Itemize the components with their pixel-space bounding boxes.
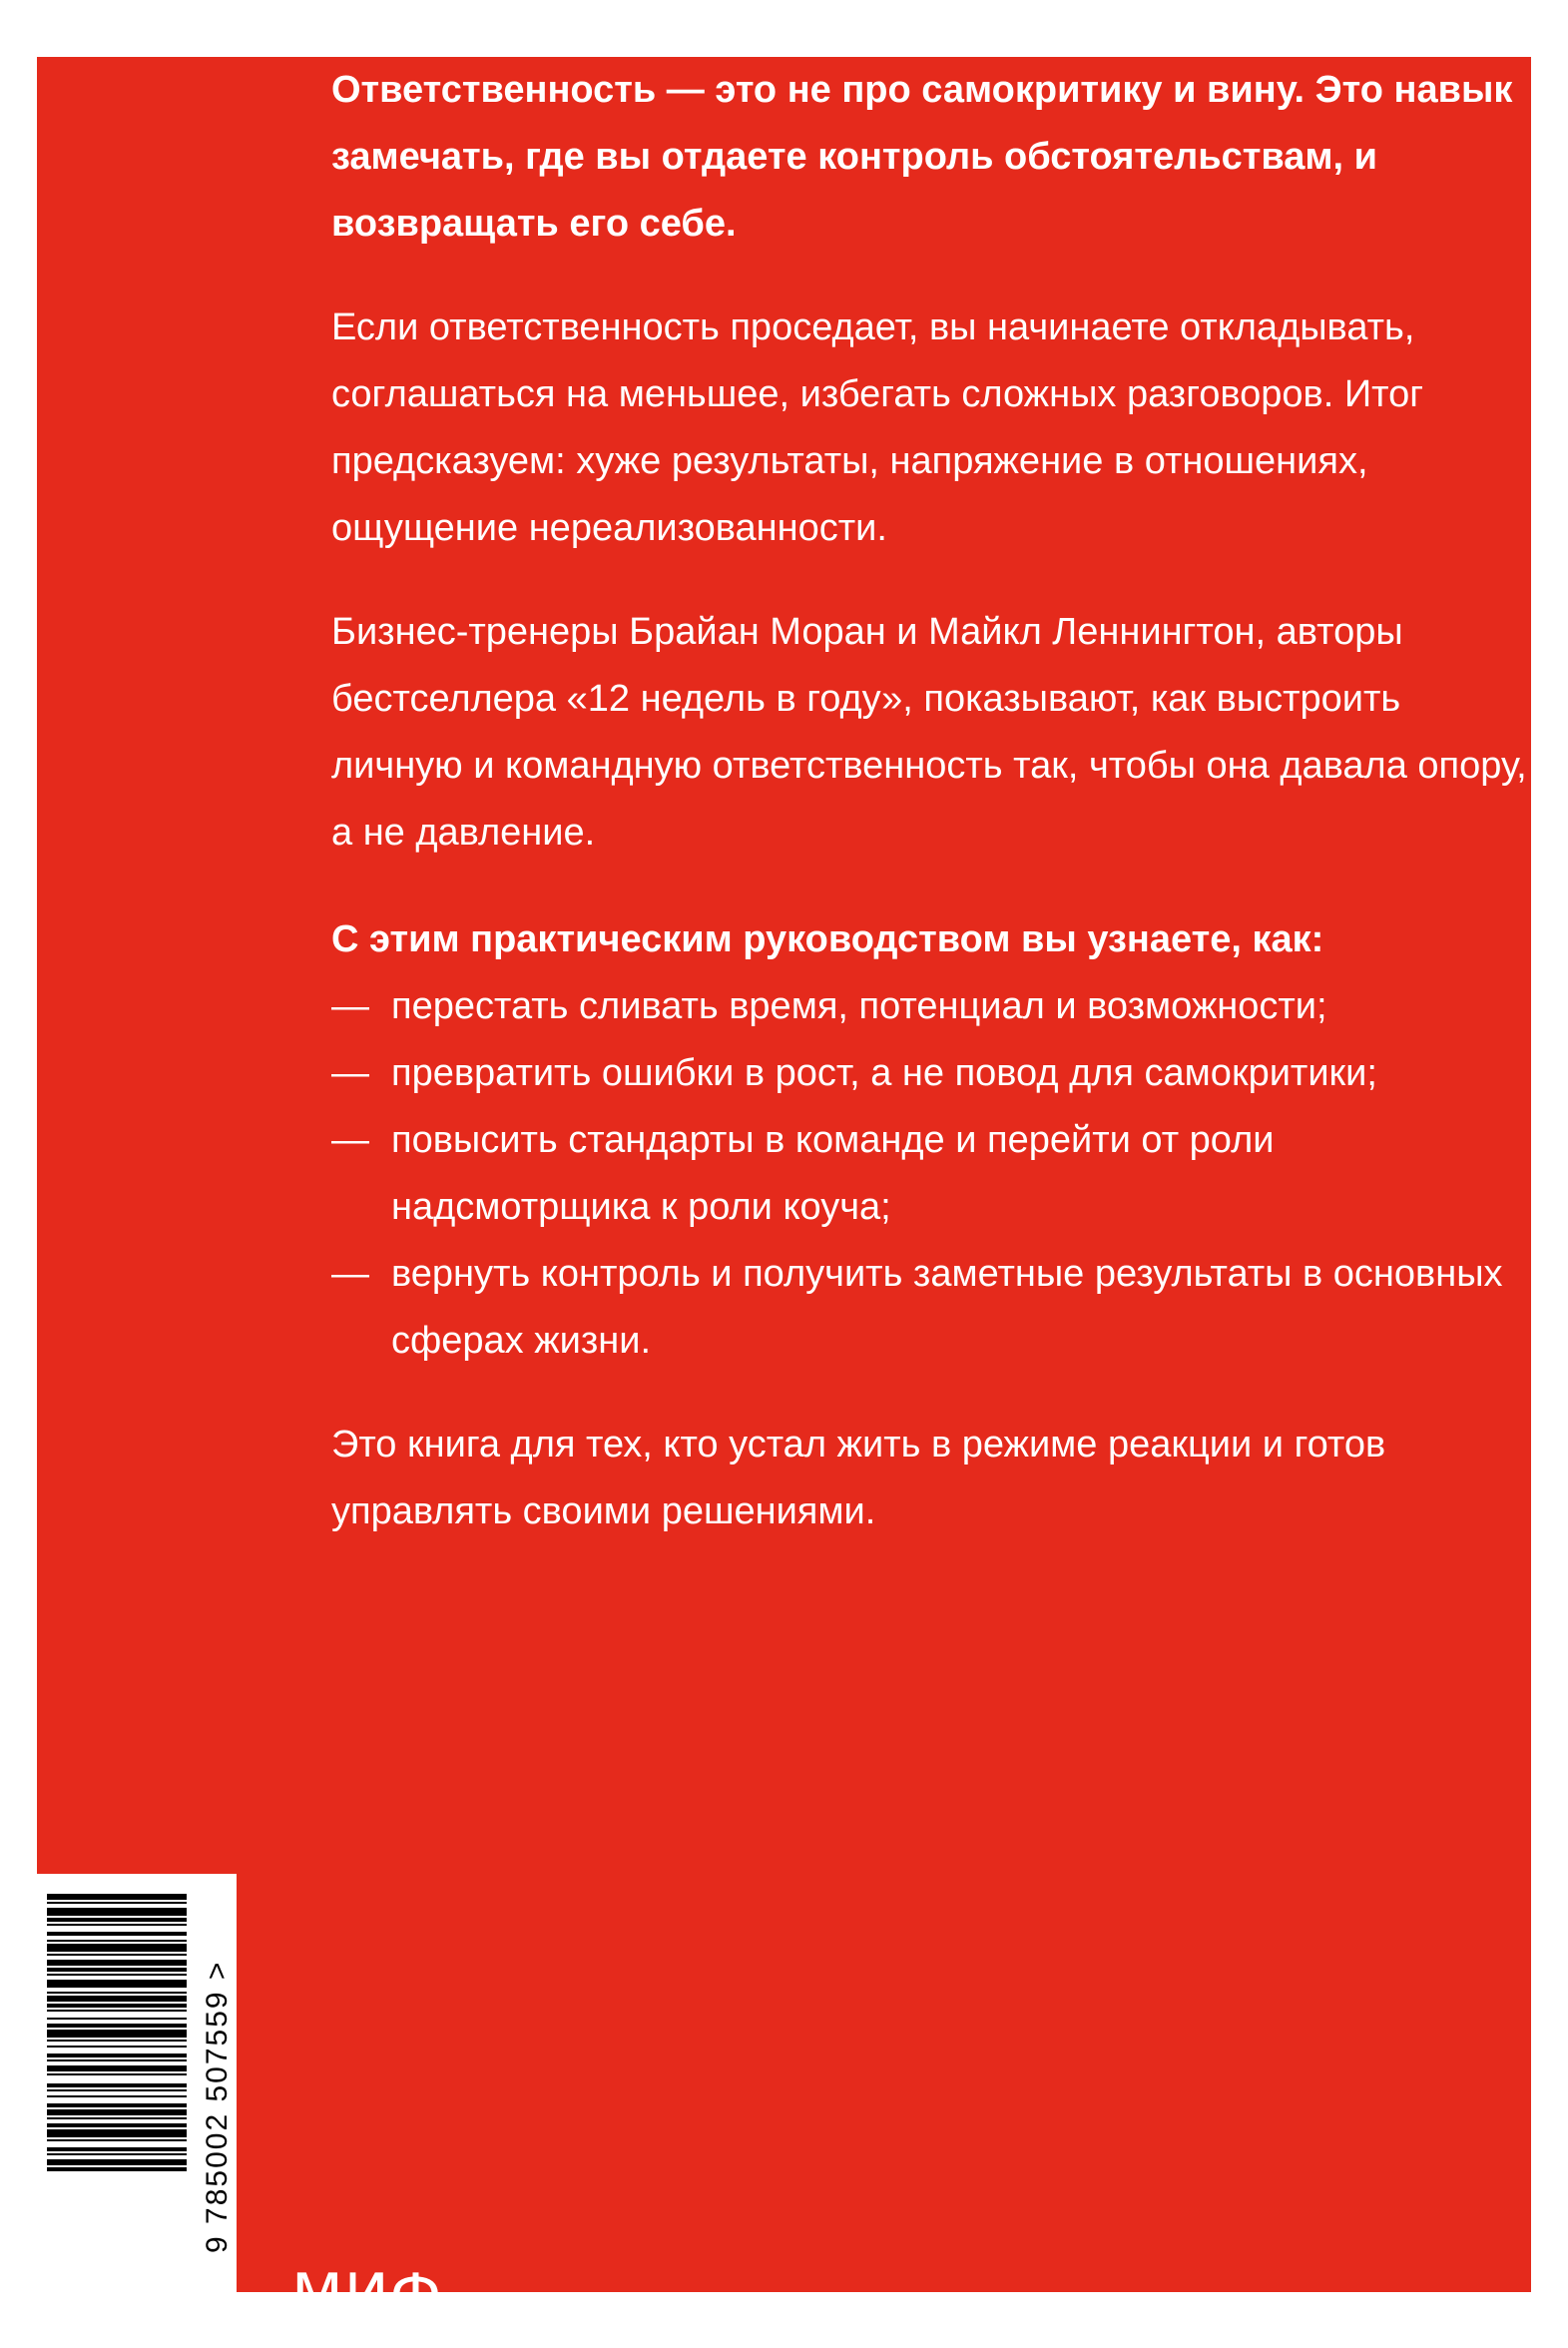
list-item-text: вернуть контроль и получить заметные результаты в основных сферах жизни. xyxy=(391,1253,1503,1362)
description-paragraph-2: Бизнес-тренеры Брайан Моран и Майкл Леннингтон, авторы бестселлера «12 недель в году», показывают, как выстроить личную и командную ответственность так, чтобы она давала опору, а не давление. xyxy=(331,611,1527,854)
list-item xyxy=(331,1241,1531,1375)
barcode-bar xyxy=(47,1908,187,1916)
barcode-bar xyxy=(47,1968,187,1972)
barcode-bar xyxy=(47,1902,187,1904)
list-dash: — xyxy=(331,985,369,1027)
barcode-bar xyxy=(47,2129,187,2137)
barcode-bar xyxy=(47,2010,187,2012)
barcode-bar xyxy=(47,2046,187,2048)
barcode-graphic xyxy=(37,1874,237,2292)
barcode-bar xyxy=(47,2030,187,2038)
barcode-bar xyxy=(47,1980,187,1988)
barcode-bar xyxy=(47,1996,187,2002)
barcode-bar xyxy=(47,2018,187,2020)
barcode-bar xyxy=(47,1992,187,1994)
barcode-bar xyxy=(47,1918,187,1922)
list-dash: — xyxy=(331,1119,369,1161)
book-back-cover xyxy=(37,57,1531,2331)
barcode-bar xyxy=(47,1944,187,1952)
barcode-bar xyxy=(47,2109,187,2115)
description-paragraph-1: Если ответственность проседает, вы начинаете откладывать, соглашаться на меньшее, избегать сложных разговоров. Итог предсказуем: хуже результаты, напряжение в отношениях, ощущение нереализованности. xyxy=(331,306,1424,549)
barcode-bar xyxy=(47,2147,187,2151)
barcode-bar xyxy=(47,2167,187,2171)
benefits-list xyxy=(331,973,1531,1375)
barcode-bar xyxy=(47,2065,187,2071)
barcode-bar xyxy=(47,2123,187,2127)
barcode-bar xyxy=(47,1932,187,1936)
list-item xyxy=(331,1040,1531,1107)
barcode-bar xyxy=(47,1894,187,1900)
list-item-text: повысить стандарты в команде и перейти от роли надсмотрщика к роли коуча; xyxy=(391,1119,1275,1228)
list-title: С этим практическим руководством вы узнаете, как: xyxy=(331,918,1324,960)
barcode-bar xyxy=(47,2103,187,2107)
list-dash: — xyxy=(331,1052,369,1094)
barcode-bar xyxy=(47,1924,187,1926)
lead-paragraph: Ответственность — это не про самокритику и вину. Это навык замечать, где вы отдаете контроль обстоятельствам, и возвращать его себе. xyxy=(331,69,1513,245)
list-item-text: перестать сливать время, потенциал и возможности; xyxy=(391,985,1327,1027)
barcode-bar xyxy=(47,2117,187,2119)
barcode-bar xyxy=(47,1960,187,1966)
barcode-bar xyxy=(47,2073,187,2075)
list-dash: — xyxy=(331,1253,369,1295)
barcode-bar xyxy=(47,2024,187,2028)
publisher-logo: МИФ xyxy=(291,2261,443,2331)
list-item xyxy=(331,1107,1531,1241)
barcode-bar xyxy=(47,2059,187,2061)
barcode-bar xyxy=(47,1940,187,1942)
barcode-bar xyxy=(47,2054,187,2057)
isbn-digits: 9 785002 507559 > xyxy=(201,1960,234,2253)
barcode-bar xyxy=(47,1974,187,1976)
closing-paragraph: Это книга для тех, кто устал жить в режиме реакции и готов управлять своими решениями. xyxy=(331,1424,1386,1532)
barcode xyxy=(37,1874,237,2292)
barcode-bar xyxy=(47,2159,187,2165)
list-item xyxy=(331,973,1531,1040)
barcode-bar xyxy=(47,2153,187,2155)
cover-text-block xyxy=(331,57,1531,1582)
barcode-bar xyxy=(47,2004,187,2008)
list-item-text: превратить ошибки в рост, а не повод для самокритики; xyxy=(391,1052,1377,1094)
barcode-bar xyxy=(47,2083,187,2087)
barcode-bar xyxy=(47,2139,187,2141)
barcode-bar xyxy=(47,2040,187,2042)
barcode-bar xyxy=(47,2089,187,2091)
barcode-bar xyxy=(47,2095,187,2097)
barcode-bar xyxy=(47,1954,187,1956)
